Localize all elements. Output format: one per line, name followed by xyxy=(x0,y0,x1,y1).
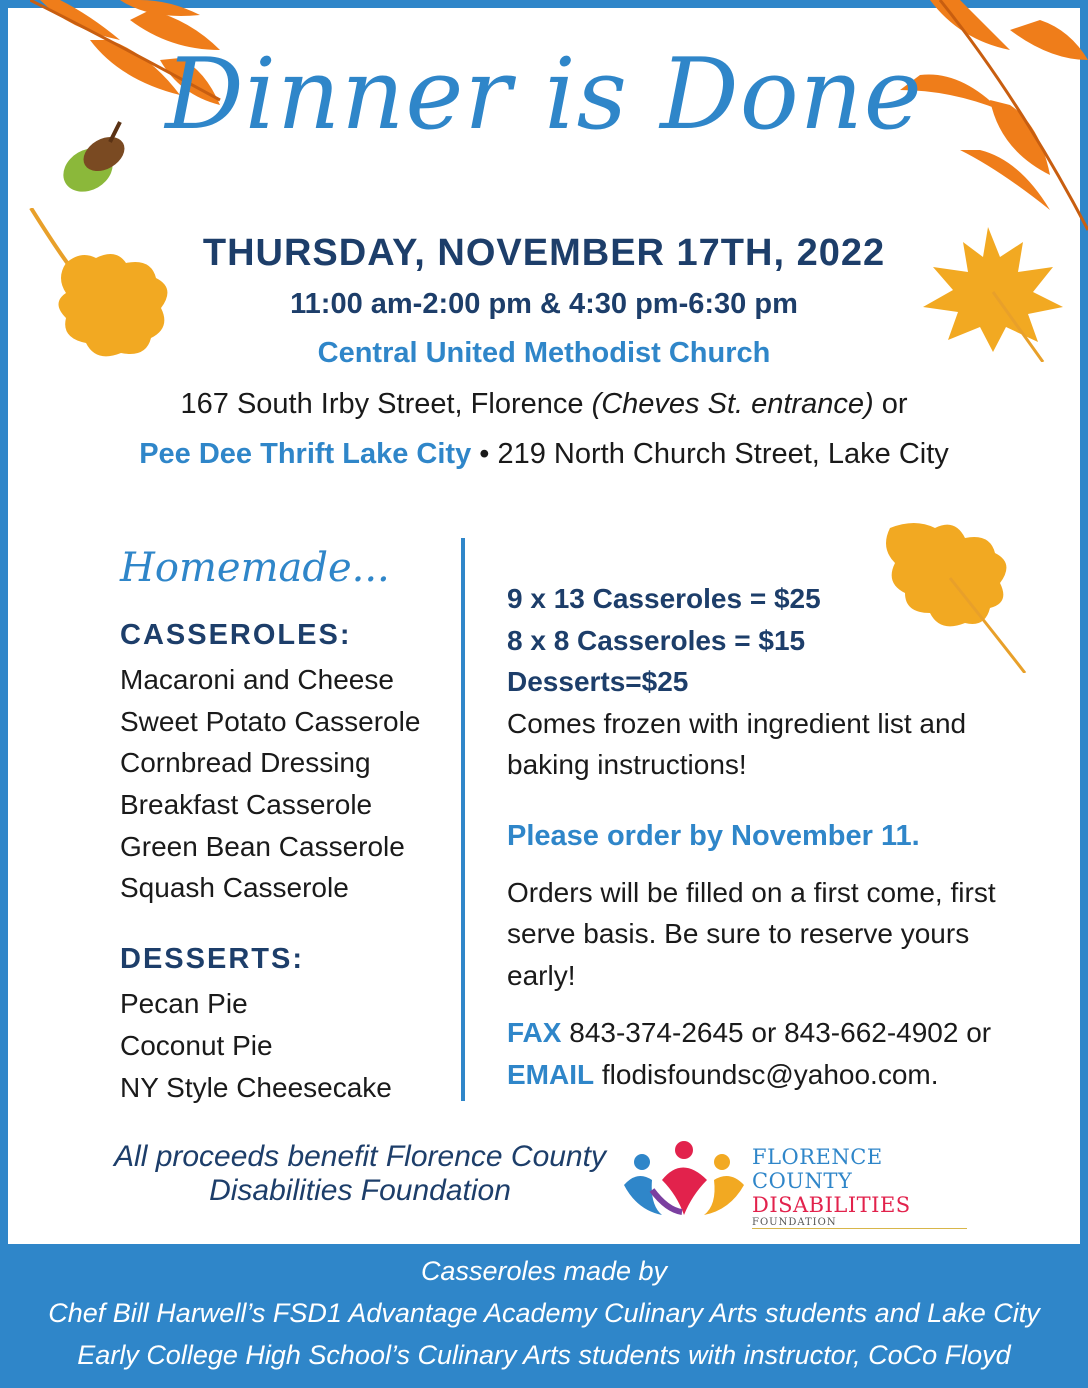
order-deadline: Please order by November 11. xyxy=(507,819,920,852)
fax-line xyxy=(507,1012,1027,1054)
menu-column xyxy=(120,545,460,1108)
list-item: Pecan Pie xyxy=(120,988,248,1020)
address-1-street: 167 South Irby Street, Florence xyxy=(180,388,592,420)
proceeds-line-1: All proceeds benefit Florence County xyxy=(114,1140,606,1173)
column-divider xyxy=(461,538,465,1101)
email-value[interactable]: flodisfoundsc@yahoo.com. xyxy=(594,1059,939,1090)
frozen-note: Comes frozen with ingredient list and baking instructions! xyxy=(507,707,967,780)
footer-line-2: Chef Bill Harwell’s FSD1 Advantage Academy Culinary Arts students and Lake City xyxy=(48,1298,1040,1328)
list-item: Cornbread Dressing xyxy=(120,747,371,779)
first-come-note: Orders will be filled on a first come, first serve basis. Be sure to reserve yours early! xyxy=(507,876,996,991)
list-item: Coconut Pie xyxy=(120,1029,273,1061)
logo-line-3: FOUNDATION xyxy=(752,1217,837,1228)
info-column xyxy=(507,578,1027,1096)
list-item: Sweet Potato Casserole xyxy=(120,705,421,737)
page-title: Dinner is Done xyxy=(165,38,923,152)
address-line-1 xyxy=(0,388,1088,421)
price-line: 8 x 8 Casseroles = $15 xyxy=(507,624,806,656)
logo-line-2: DISABILITIES xyxy=(752,1193,911,1217)
price-line: 9 x 13 Casseroles = $25 xyxy=(507,583,821,614)
location-2-address: • 219 North Church Street, Lake City xyxy=(471,438,949,470)
people-figures-icon xyxy=(622,1140,747,1220)
fax-value: 843-374-2645 or 843-662-4902 or xyxy=(561,1017,992,1048)
list-item: Green Bean Casserole xyxy=(120,830,405,862)
logo-line-1: FLORENCE COUNTY xyxy=(752,1145,883,1193)
contact-info xyxy=(507,1012,1027,1096)
logo-rule xyxy=(752,1228,967,1229)
list-item: NY Style Cheesecake xyxy=(120,1071,392,1103)
event-time: 11:00 am-2:00 pm & 4:30 pm-6:30 pm xyxy=(290,288,798,320)
event-date: THURSDAY, NOVEMBER 17TH, 2022 xyxy=(202,232,886,274)
footer-line-3: Early College High School’s Culinary Arts students with instructor, CoCo Floyd xyxy=(77,1340,1011,1370)
address-1-note: (Cheves St. entrance) xyxy=(591,388,874,420)
proceeds-note xyxy=(110,1140,610,1208)
email-line xyxy=(507,1054,1027,1096)
list-item: Macaroni and Cheese xyxy=(120,664,394,695)
logo-text xyxy=(752,1145,982,1229)
casseroles-label: CASSEROLES: xyxy=(120,619,352,651)
proceeds-line-2: Disabilities Foundation xyxy=(209,1174,511,1207)
fax-label: FAX xyxy=(507,1017,562,1048)
footer-line-1: Casseroles made by xyxy=(420,1256,668,1286)
event-venue: Central United Methodist Church xyxy=(317,337,771,369)
foundation-logo xyxy=(622,1140,982,1228)
footer-banner xyxy=(0,1244,1088,1388)
list-item: Breakfast Casserole xyxy=(120,789,373,821)
address-1-tail: or xyxy=(873,388,908,420)
list-item: Squash Casserole xyxy=(120,872,349,904)
price-line: Desserts=$25 xyxy=(507,666,689,697)
location-2-name: Pee Dee Thrift Lake City xyxy=(139,438,472,470)
menu-heading: Homemade... xyxy=(120,545,390,591)
address-line-2 xyxy=(0,438,1088,471)
email-label: EMAIL xyxy=(507,1059,595,1090)
desserts-label: DESSERTS: xyxy=(120,943,304,976)
